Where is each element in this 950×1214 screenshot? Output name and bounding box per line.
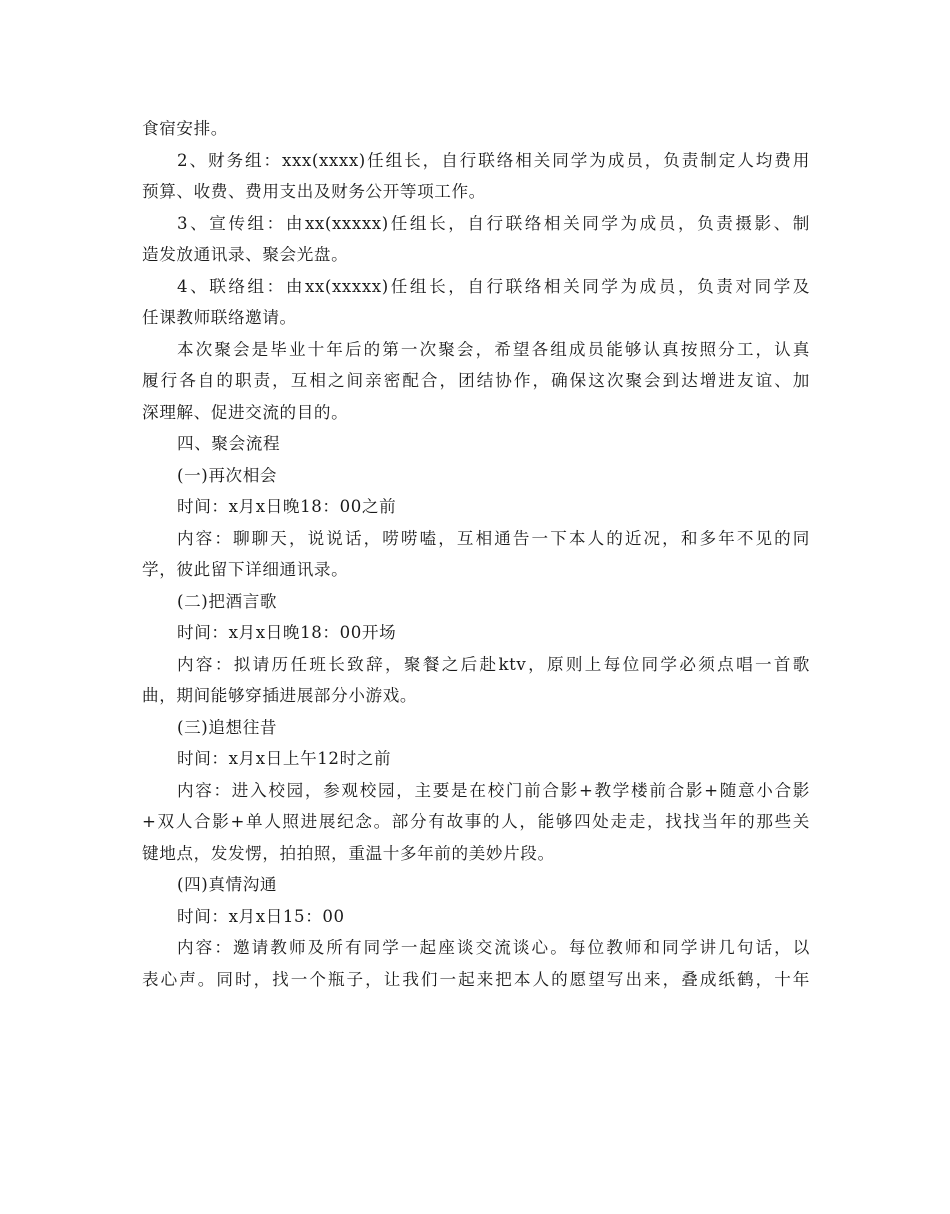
text-line: 内容：拟请历任班长致辞，聚餐之后赴ktv，原则上每位同学必须点唱一首歌	[177, 654, 810, 674]
text-line: 内容：进入校园，参观校园，主要是在校门前合影+教学楼前合影+随意小合影	[177, 780, 810, 800]
text-line: 四、聚会流程	[177, 434, 281, 453]
text-line: 时间：x月x日上午12时之前	[177, 749, 392, 768]
text-line: 曲，期间能够穿插进展部分小游戏。	[142, 686, 418, 705]
text-line: 任课教师联络邀请。	[142, 308, 297, 327]
text-line: (一)再次相会	[177, 465, 278, 485]
text-line: 时间：x月x日晚18：00之前	[177, 497, 397, 516]
text-line: (四)真情沟通	[177, 875, 278, 894]
text-line: 深理解、促进交流的目的。	[142, 402, 349, 422]
text-line: 时间：x月x日15：00	[177, 906, 345, 926]
text-line: 表心声。同时，找一个瓶子，让我们一起来把本人的愿望写出来，叠成纸鹤，十年	[142, 969, 810, 989]
text-line: 4、联络组：由xx(xxxxx)任组长，自行联络相关同学为成员，负责对同学及	[177, 276, 810, 296]
text-line: 预算、收费、费用支出及财务公开等项工作。	[142, 182, 486, 201]
text-line: (二)把酒言歌	[177, 591, 278, 611]
text-line: 本次聚会是毕业十年后的第一次聚会，希望各组成员能够认真按照分工，认真	[177, 339, 810, 359]
text-line: 内容：邀请教师及所有同学一起座谈交流谈心。每位教师和同学讲几句话，以	[177, 938, 810, 957]
text-line: 时间：x月x日晚18：00开场	[177, 623, 397, 642]
text-line: 内容：聊聊天，说说话，唠唠嗑，互相通告一下本人的近况，和多年不见的同	[177, 528, 810, 548]
text-line: 造发放通讯录、聚会光盘。	[142, 245, 349, 264]
text-line: (三)追想往昔	[177, 717, 278, 737]
text-line: 键地点，发发愣，拍拍照，重温十多年前的美妙片段。	[142, 843, 555, 863]
text-line: 3、宣传组：由xx(xxxxx)任组长，自行联络相关同学为成员，负责摄影、制	[177, 213, 810, 233]
text-line: 履行各自的职责，互相之间亲密配合，团结协作，确保这次聚会到达增进友谊、加	[142, 371, 810, 390]
text-line: 食宿安排。	[142, 119, 228, 138]
document-body	[142, 113, 810, 995]
text-line: 学，彼此留下详细通讯录。	[142, 560, 349, 579]
text-line: +双人合影+单人照进展纪念。部分有故事的人，能够四处走走，找找当年的那些关	[142, 812, 810, 831]
text-line: 2、财务组：xxx(xxxx)任组长，自行联络相关同学为成员，负责制定人均费用	[177, 150, 810, 170]
